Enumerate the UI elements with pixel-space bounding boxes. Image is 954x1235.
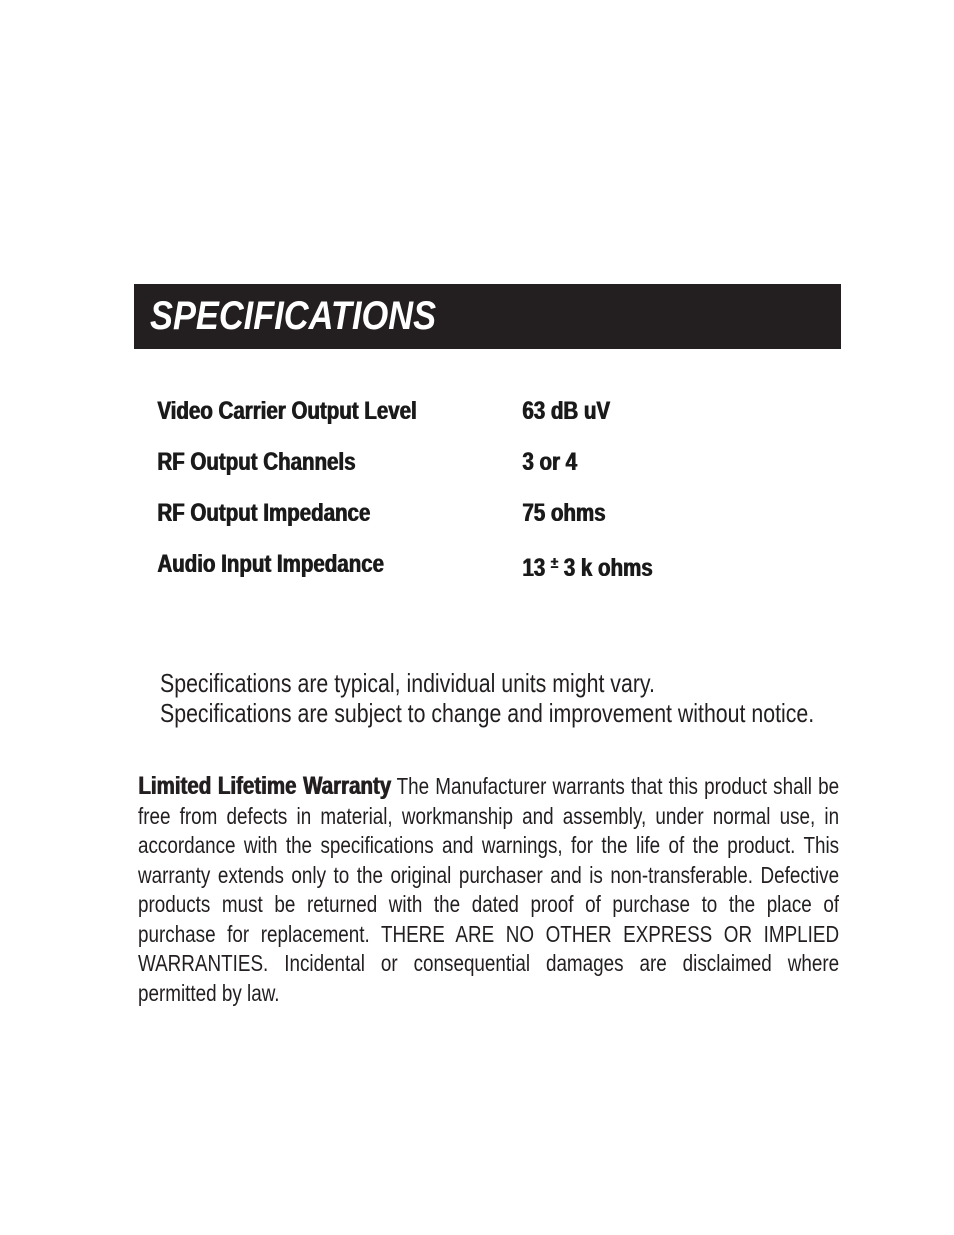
specifications-header-bar: [134, 284, 841, 349]
spec-label: RF Output Impedance: [157, 499, 370, 527]
plus-minus-symbol: ±: [550, 555, 558, 572]
spec-value: 75 ohms: [522, 499, 606, 527]
spec-value-unit: 3 k ohms: [557, 554, 653, 582]
spec-row-audio-input-impedance: [157, 546, 777, 597]
spec-row-rf-output-impedance: [157, 495, 777, 546]
spec-label: Audio Input Impedance: [157, 550, 384, 578]
spec-row-rf-output-channels: [157, 444, 777, 495]
spec-value: 63 dB uV: [522, 397, 610, 425]
warranty-body: The Manufacturer warrants that this product shall be free from defects in material, workmanship and assembly, under normal use, in accordance with the specifications and warnings, for the life of the product. This warranty extends only to the original purchaser and is non-transferable. Defective products must be returned with the dated proof of purchase to the place of purchase for replacement. THERE ARE NO OTHER EXPRESS OR IMPLIED WARRANTIES. Incidental or consequential damages are disclaimed where permitted by law.: [138, 773, 839, 1006]
warranty-heading: Limited Lifetime Warranty: [138, 772, 391, 800]
spec-value-number: 13: [522, 554, 551, 582]
spec-value: [522, 546, 652, 586]
page-title: SPECIFICATIONS: [150, 294, 437, 338]
note-line-typical: Specifications are typical, individual units might vary.: [160, 668, 655, 698]
spec-value: 3 or 4: [522, 448, 577, 476]
spec-label: RF Output Channels: [157, 448, 356, 476]
specification-notes: [160, 668, 920, 728]
specifications-table: [157, 393, 777, 597]
note-line-subject-to-change: Specifications are subject to change and improvement without notice.: [160, 698, 815, 728]
spec-label: Video Carrier Output Level: [157, 397, 417, 425]
warranty-section: [138, 772, 839, 1012]
spec-row-video-carrier-output-level: [157, 393, 777, 444]
warranty-paragraph: [138, 772, 839, 1008]
